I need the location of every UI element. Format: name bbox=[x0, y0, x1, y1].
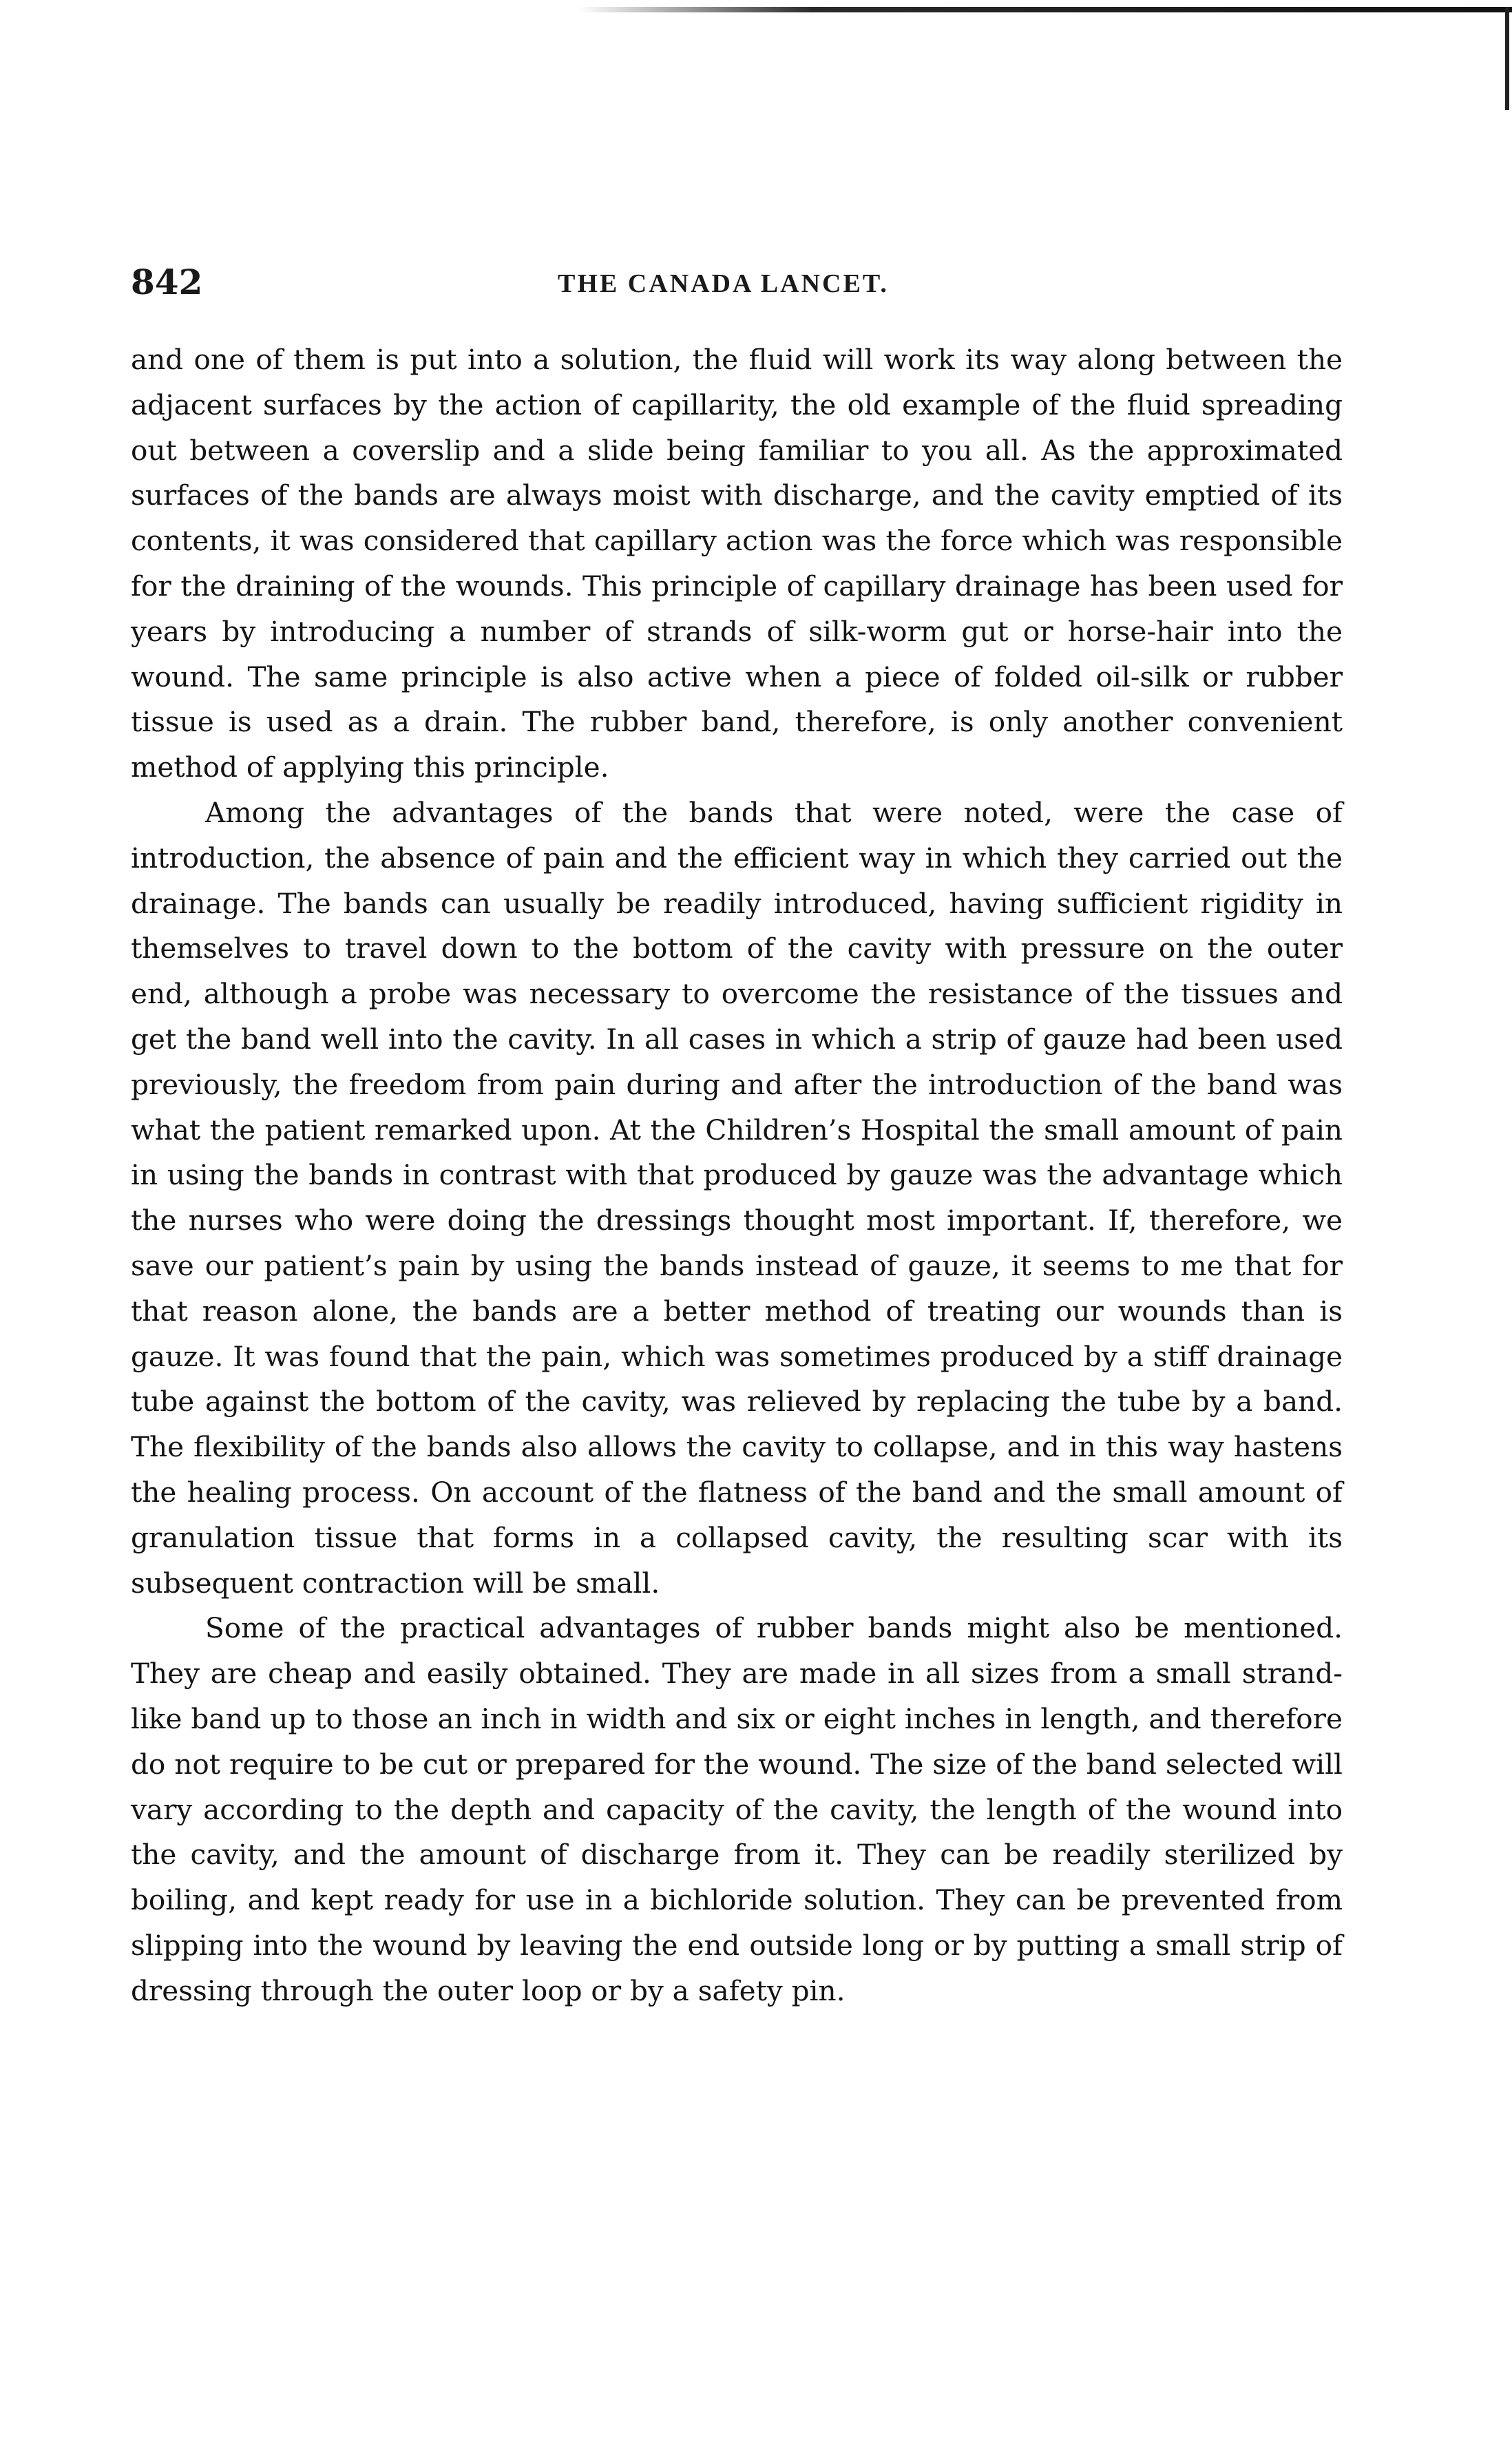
paragraph-advantages: Among the advantages of the bands that were noted, were the case of introduction, the absence of pain and the efficient way in which they carried out the drainage. The bands can usually be readily introduced, having sufficient rigidity in themselves to travel down to the bottom of the cavity with pressure on the outer end, although a probe was necessary to overcome the resistance of the tissues and get the band well into the cavity. In all cases in which a strip of gauze had been used previously, the freedom from pain during and after the introduction of the band was what the patient remarked upon. At the Children’s Hospital the small amount of pain in using the bands in contrast with that produced by gauze was the advantage which the nurses who were doing the dressings thought most important. If, therefore, we save our patient’s pain by using the bands instead of gauze, it seems to me that for that reason alone, the bands are a better method of treating our wounds than is gauze. It was found that the pain, which was sometimes produced by a stiff drainage tube against the bottom of the cavity, was relieved by replacing the tube by a band. The flexibility of the bands also allows the cavity to collapse, and in this way hastens the healing process. On account of the flatness of the band and the small amount of granulation tissue that forms in a collapsed cavity, the resulting scar with its subsequent contraction will be small. bbox=[131, 795, 1343, 1600]
running-title: THE CANADA LANCET. bbox=[558, 269, 889, 298]
body-text bbox=[131, 337, 1343, 2013]
paragraph-practical-advantages: Some of the practical advantages of rubber bands might also be mentioned. They are cheap and easily obtained. They are made in all sizes from a small strand-like band up to those an inch in width and six or eight inches in length, and therefore do not require to be cut or prepared for the wound. The size of the band selected will vary according to the depth and capacity of the cavity, the length of the wound into the cavity, and the amount of discharge from it. They can be readily sterilized by boiling, and kept ready for use in a bichloride solution. They can be prevented from slipping into the wound by leaving the end outside long or by putting a small strip of dressing through the outer loop or by a safety pin. bbox=[131, 1611, 1343, 2007]
paragraph-capillary-drainage: and one of them is put into a solution, the fluid will work its way along between the adjacent surfaces by the action of capillarity, the old example of the fluid spreading out between a coverslip and a slide being familiar to you all. As the approximated surfaces of the bands are always moist with discharge, and the cavity emptied of its contents, it was considered that capillary action was the force which was responsible for the draining of the wounds. This principle of capillary drainage has been used for years by introducing a number of strands of silk-worm gut or horse-hair into the wound. The same principle is also active when a piece of folded oil-silk or rubber tissue is used as a drain. The rubber band, therefore, is only another convenient method of applying this principle. bbox=[131, 343, 1343, 784]
page-number: 842 bbox=[131, 262, 203, 302]
scan-edge-mark bbox=[1505, 7, 1509, 110]
scan-edge-rule bbox=[578, 7, 1512, 12]
page-header bbox=[131, 262, 1384, 303]
